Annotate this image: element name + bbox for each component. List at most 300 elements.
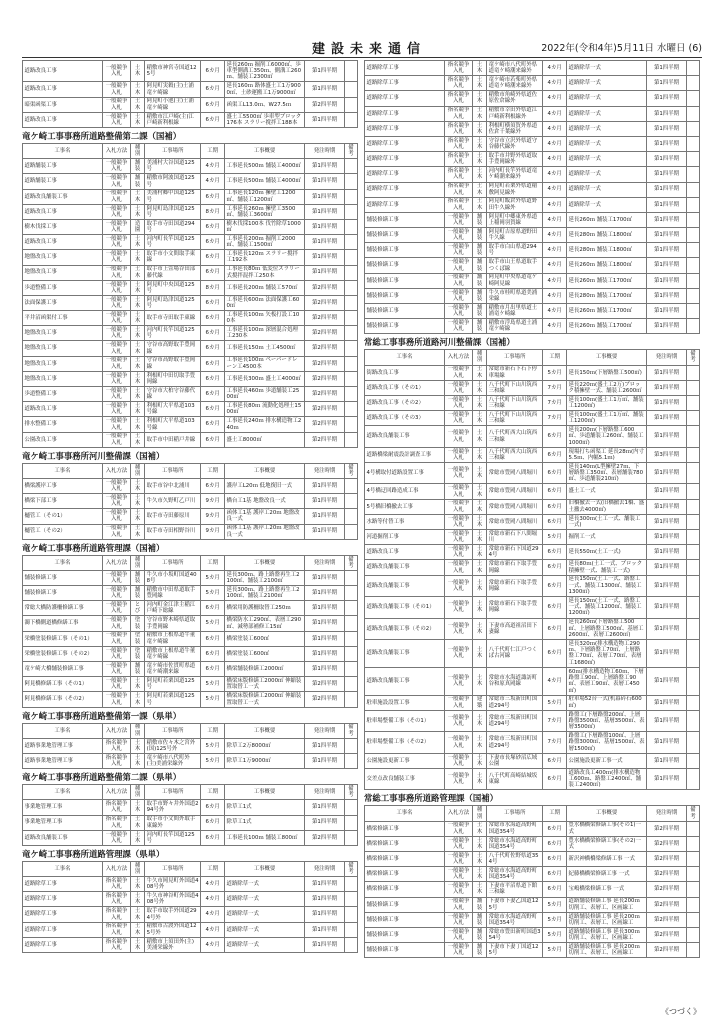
work-type-cell: 土木 bbox=[473, 197, 487, 212]
remarks-cell bbox=[344, 189, 357, 204]
work-name-cell: 道路除草工事 bbox=[23, 922, 103, 937]
bid-method-cell: 指名競争入札 bbox=[102, 800, 130, 815]
work-site-cell: 守谷市立沢外県道守谷藤代線外 bbox=[487, 136, 543, 151]
work-name-cell: 地盤改良工事 bbox=[23, 341, 103, 356]
order-period-cell: 第2四半期 bbox=[647, 836, 687, 851]
bid-method-cell: 一般競争入札 bbox=[444, 640, 472, 668]
work-outline-cell: 工事延長600ｍ 法面保護工600㎡ bbox=[225, 295, 305, 310]
order-period-cell: 第1四半期 bbox=[305, 112, 345, 127]
work-outline-cell: 除草工1式 bbox=[225, 800, 305, 815]
table-row bbox=[23, 662, 358, 677]
order-period-cell: 第1四半期 bbox=[647, 753, 687, 768]
work-name-cell: 舗装修繕工事 bbox=[365, 258, 445, 273]
work-name-cell: 道路改良舗装工事 bbox=[365, 667, 445, 695]
work-period-cell: 6カ月 bbox=[201, 311, 225, 326]
work-name-cell: 道路除草工事 bbox=[365, 167, 445, 182]
work-type-cell: 土木 bbox=[473, 882, 487, 897]
order-period-cell: 第2四半期 bbox=[305, 432, 345, 447]
table-row bbox=[365, 91, 700, 106]
work-type-cell: 舗装 bbox=[473, 319, 487, 334]
work-outline-cell: 橋台工1基 地盤改良一式 bbox=[225, 494, 305, 509]
order-period-cell: 第1四半期 bbox=[647, 319, 687, 334]
remarks-cell bbox=[686, 76, 699, 91]
column-header-work-outline: 工事概要 bbox=[225, 463, 305, 478]
remarks-cell bbox=[344, 586, 357, 601]
work-outline-cell: 延長260ｍ 舗装工1700㎡ bbox=[567, 319, 647, 334]
work-site-cell: 常総市豊岡八間堀川 bbox=[487, 484, 543, 499]
work-site-cell: 牛久市桂町県道美浦栄線 bbox=[487, 288, 543, 303]
order-period-cell: 第1四半期 bbox=[305, 631, 345, 646]
remarks-cell bbox=[344, 280, 357, 295]
bid-table bbox=[22, 60, 358, 128]
work-site-cell: 河内町長竿国道125号 bbox=[145, 830, 201, 845]
work-name-cell: 道路改良工事（その2） bbox=[365, 395, 445, 410]
work-period-cell: 6カ月 bbox=[543, 640, 567, 668]
bid-method-cell: 一般競争入札 bbox=[444, 943, 472, 958]
order-period-cell: 第1四半期 bbox=[647, 530, 687, 545]
work-site-cell: 守谷市高野取手豊岡線 bbox=[145, 341, 201, 356]
work-outline-cell: 豊水橋橋梁修繕工事(その2)一式 bbox=[567, 836, 647, 851]
work-name-cell: 4号橋迂回路造成工事 bbox=[365, 484, 445, 499]
column-header-work-outline: 工事概要 bbox=[567, 350, 647, 365]
section-title: 竜ケ崎工事事務所道路整備第一課（県単） bbox=[22, 710, 182, 721]
work-outline-cell: 延長140ｍ(L型擁壁27ｍ、下層路盤工350㎡、表層舗装780㎡、歩道舗装210㎡) bbox=[567, 462, 647, 483]
order-period-cell: 第1四半期 bbox=[305, 907, 345, 922]
work-period-cell: 8カ月 bbox=[201, 204, 225, 219]
work-site-cell: 常総市三坂新田町国道294号 bbox=[487, 710, 543, 731]
remarks-cell bbox=[686, 560, 699, 575]
remarks-cell bbox=[344, 265, 357, 280]
table-row bbox=[365, 852, 700, 867]
work-outline-cell: 工事延長100ｍ 矢板打設工100本 bbox=[225, 311, 305, 326]
work-period-cell: 6カ月 bbox=[543, 447, 567, 462]
work-type-cell: 土木 bbox=[473, 499, 487, 514]
work-name-cell: 舗装修繕工事 bbox=[23, 586, 103, 601]
remarks-cell bbox=[344, 631, 357, 646]
table-row bbox=[23, 830, 358, 845]
work-type-cell: 舗装 bbox=[131, 174, 145, 189]
work-type-cell: 土木 bbox=[131, 235, 145, 250]
remarks-cell bbox=[686, 304, 699, 319]
remarks-cell bbox=[344, 524, 357, 539]
work-outline-cell: 道路除草一式 bbox=[225, 907, 305, 922]
work-period-cell: 6カ月 bbox=[201, 112, 225, 127]
work-site-cell: 稲敷市阿波国道125号 bbox=[145, 174, 201, 189]
work-site-cell: 取手市寺田取手東線 bbox=[145, 311, 201, 326]
remarks-cell bbox=[686, 395, 699, 410]
work-period-cell: 4カ月 bbox=[543, 76, 567, 91]
remarks-cell bbox=[344, 646, 357, 661]
work-type-cell: 舗装 bbox=[131, 570, 145, 585]
work-period-cell: 6カ月 bbox=[201, 219, 225, 234]
work-type-cell: 土木 bbox=[131, 922, 145, 937]
bid-table bbox=[22, 784, 358, 846]
work-outline-cell: 道路舗装修繕工事 延長200ｍ 切削工、表層工、区画線工 bbox=[567, 943, 647, 958]
order-period-cell: 第2四半期 bbox=[647, 852, 687, 867]
work-site-cell: 利根町中田切取手豊岡線 bbox=[145, 371, 201, 386]
work-period-cell: 6カ月 bbox=[543, 821, 567, 836]
table-row bbox=[23, 815, 358, 830]
work-outline-cell: 延長100ｍ(盛土工1万㎥、舗装工1200㎡) bbox=[567, 395, 647, 410]
table-row bbox=[23, 494, 358, 509]
work-outline-cell: 道路除草一式 bbox=[567, 91, 647, 106]
table-row bbox=[23, 265, 358, 280]
work-outline-cell: 延長550ｍ(土工一式) bbox=[567, 545, 647, 560]
work-site-cell: 常総市新石下八間堀川 bbox=[487, 530, 543, 545]
work-type-cell: 土木 bbox=[131, 753, 145, 768]
work-site-cell: 下妻市下妻丁国道125号 bbox=[487, 943, 543, 958]
work-outline-cell: 工事延長460ｍ 歩道舗装工2500㎡ bbox=[225, 387, 305, 402]
work-outline-cell: 道路舗装修繕工事 延長200ｍ 切削工、表層工、区画線工 bbox=[567, 897, 647, 912]
work-outline-cell: 道路除草一式 bbox=[567, 182, 647, 197]
continued-note: 《つづく》 bbox=[661, 1007, 701, 1016]
order-period-cell: 第1四半期 bbox=[305, 174, 345, 189]
section-title: 常総工事事務所道路河川整備課（国補） bbox=[364, 337, 515, 348]
table-row bbox=[365, 484, 700, 499]
work-name-cell: 法面保護工事 bbox=[23, 295, 103, 310]
table-row bbox=[23, 371, 358, 386]
order-period-cell: 第2四半期 bbox=[647, 882, 687, 897]
work-period-cell: 6カ月 bbox=[543, 618, 567, 639]
work-site-cell: 稲敷市佐々木之宮外(国)125号外 bbox=[145, 738, 201, 753]
work-type-cell: 土木 bbox=[131, 371, 145, 386]
order-period-cell: 第2四半期 bbox=[305, 97, 345, 112]
column-header-order-period: 発注時期 bbox=[647, 350, 687, 365]
column-header-work-outline: 工事概要 bbox=[225, 555, 305, 570]
column-header-work-outline: 工事概要 bbox=[225, 861, 305, 876]
bid-method-cell: 一般競争入札 bbox=[102, 631, 130, 646]
remarks-cell bbox=[686, 927, 699, 942]
work-period-cell: 6カ月 bbox=[201, 432, 225, 447]
work-type-cell: 土木 bbox=[473, 152, 487, 167]
work-name-cell: 道路改良工事 bbox=[23, 402, 103, 417]
column-header-work-site: 工事場所 bbox=[487, 350, 543, 365]
bid-table bbox=[364, 349, 700, 790]
work-name-cell: 橋梁修繕工事 bbox=[365, 836, 445, 851]
column-header-bid-method: 入札方法 bbox=[102, 555, 130, 570]
order-period-cell: 第1四半期 bbox=[647, 768, 687, 789]
order-period-cell: 第2四半期 bbox=[305, 280, 345, 295]
order-period-cell: 第2四半期 bbox=[305, 387, 345, 402]
work-site-cell: 阿見町若栗国道125号 bbox=[145, 692, 201, 707]
work-name-cell: 排水整備工事 bbox=[23, 417, 103, 432]
bid-method-cell: 一般競争入札 bbox=[102, 174, 130, 189]
work-type-cell: 塗装 bbox=[131, 646, 145, 661]
table-row bbox=[23, 341, 358, 356]
work-period-cell: 8カ月 bbox=[201, 280, 225, 295]
work-name-cell: 地盤改良工事 bbox=[23, 265, 103, 280]
table-row bbox=[365, 560, 700, 575]
order-period-cell: 第1四半期 bbox=[647, 91, 687, 106]
work-outline-cell: 道路除草一式 bbox=[567, 106, 647, 121]
bid-method-cell: 一般競争入札 bbox=[444, 545, 472, 560]
work-outline-cell: 道路除草一式 bbox=[567, 152, 647, 167]
work-outline-cell: 延長280ｍ 舗装工1800㎡ bbox=[567, 228, 647, 243]
work-name-cell: 地盤改良工事 bbox=[23, 356, 103, 371]
table-row bbox=[365, 426, 700, 447]
work-period-cell: 6カ月 bbox=[543, 462, 567, 483]
work-period-cell: 4カ月 bbox=[543, 136, 567, 151]
work-site-cell: 稲敷市江戸崎(主)江戸崎新利根線 bbox=[145, 112, 201, 127]
work-type-cell: 塗装 bbox=[131, 631, 145, 646]
table-header-row bbox=[365, 806, 700, 821]
work-type-cell: 土木 bbox=[131, 494, 145, 509]
work-outline-cell: 工事延長100ｍ 舗装工800㎡ bbox=[225, 830, 305, 845]
left-column bbox=[22, 60, 358, 953]
column-header-work-type: 種別 bbox=[131, 555, 145, 570]
column-header-remarks: 備考 bbox=[686, 350, 699, 365]
work-period-cell: 6カ月 bbox=[201, 82, 225, 97]
table-row bbox=[365, 732, 700, 753]
order-period-cell: 第3四半期 bbox=[647, 447, 687, 462]
work-type-cell: 土木 bbox=[473, 91, 487, 106]
work-name-cell: 地盤改良工事 bbox=[23, 250, 103, 265]
work-name-cell: 駐車場整備工事（その1） bbox=[365, 710, 445, 731]
work-outline-cell: 橋梁用防護柵取替工250ｍ bbox=[225, 601, 305, 616]
work-type-cell: 舗装 bbox=[473, 243, 487, 258]
table-row bbox=[365, 197, 700, 212]
remarks-cell bbox=[344, 311, 357, 326]
work-site-cell: 取手市井野外県道取手豊岡線外 bbox=[487, 152, 543, 167]
order-period-cell: 第2四半期 bbox=[305, 677, 345, 692]
remarks-cell bbox=[344, 219, 357, 234]
work-outline-cell: 道路除草一式 bbox=[225, 922, 305, 937]
work-type-cell: 舗装 bbox=[473, 288, 487, 303]
table-row bbox=[23, 601, 358, 616]
remarks-cell bbox=[344, 97, 357, 112]
work-type-cell: 土木 bbox=[473, 545, 487, 560]
work-outline-cell: 道路除草一式 bbox=[567, 121, 647, 136]
work-name-cell: 橋梁修繕工事 bbox=[365, 852, 445, 867]
work-period-cell: 5カ月 bbox=[543, 365, 567, 380]
work-site-cell: 稲敷市中田県道取手豊岡線 bbox=[145, 586, 201, 601]
bid-method-cell: 一般競争入札 bbox=[102, 662, 130, 677]
work-outline-cell: 道路除草一式 bbox=[567, 167, 647, 182]
work-site-cell: 常総市三坂新田町国道294号 bbox=[487, 732, 543, 753]
work-name-cell: 舗装修繕工事 bbox=[365, 943, 445, 958]
table-row bbox=[23, 586, 358, 601]
remarks-cell bbox=[686, 136, 699, 151]
bid-method-cell: 指名競争入札 bbox=[444, 61, 472, 76]
work-type-cell: 土木 bbox=[131, 311, 145, 326]
work-name-cell: 公園改良工事 bbox=[23, 432, 103, 447]
work-outline-cell: 函体工1基 護岸工20ｍ 地盤改良一式 bbox=[225, 509, 305, 524]
work-name-cell: 事業地管理工事 bbox=[23, 800, 103, 815]
work-name-cell: 道路改良舗装工事（その2） bbox=[365, 618, 445, 639]
work-type-cell: 土木 bbox=[473, 618, 487, 639]
bid-method-cell: 一般競争入札 bbox=[444, 273, 472, 288]
work-type-cell: 土木 bbox=[131, 692, 145, 707]
work-period-cell: 6カ月 bbox=[201, 341, 225, 356]
order-period-cell: 第1四半期 bbox=[647, 484, 687, 499]
work-outline-cell: 樹木伐採100本 伐竹除草1000㎡ bbox=[225, 219, 305, 234]
bid-method-cell: 指名競争入札 bbox=[444, 152, 472, 167]
table-row bbox=[365, 258, 700, 273]
order-period-cell: 第1四半期 bbox=[647, 426, 687, 447]
bid-table bbox=[364, 60, 700, 334]
remarks-cell bbox=[686, 852, 699, 867]
work-outline-cell: 盛土工5500㎥ 歩車型ブロック176本 スラリー撹拌工188本 bbox=[225, 112, 305, 127]
order-period-cell: 第1四半期 bbox=[647, 560, 687, 575]
work-name-cell: 樹木伐採工事 bbox=[23, 219, 103, 234]
remarks-cell bbox=[686, 667, 699, 695]
order-period-cell: 第1四半期 bbox=[305, 478, 345, 493]
remarks-cell bbox=[344, 830, 357, 845]
work-name-cell: 舗装修繕工事 bbox=[365, 243, 445, 258]
work-type-cell: 造園 bbox=[131, 219, 145, 234]
work-site-cell: 八千代町仁江戸つくば古河線 bbox=[487, 640, 543, 668]
column-header-bid-method: 入札方法 bbox=[102, 785, 130, 800]
bid-method-cell: 一般競争入札 bbox=[444, 575, 472, 596]
work-name-cell: 道路改良工事 bbox=[23, 204, 103, 219]
work-type-cell: 土木 bbox=[473, 182, 487, 197]
work-period-cell: 4カ月 bbox=[201, 159, 225, 174]
work-site-cell: 牛久市神谷町外国道408号外 bbox=[145, 892, 201, 907]
remarks-cell bbox=[686, 732, 699, 753]
work-site-cell: 取手市山王県道取手つくば線 bbox=[487, 258, 543, 273]
order-period-cell: 第1四半期 bbox=[647, 243, 687, 258]
table-row bbox=[23, 387, 358, 402]
work-name-cell: 樋管工（その1） bbox=[23, 509, 103, 524]
bid-method-cell: 一般競争入札 bbox=[444, 411, 472, 426]
order-period-cell: 第1四半期 bbox=[305, 204, 345, 219]
work-period-cell: 5カ月 bbox=[201, 753, 225, 768]
order-period-cell: 第1四半期 bbox=[305, 159, 345, 174]
work-type-cell: 土木 bbox=[473, 365, 487, 380]
order-period-cell: 第2四半期 bbox=[647, 943, 687, 958]
work-name-cell: 5号橋旧橋撤去工事 bbox=[365, 499, 445, 514]
column-header-order-period: 発注時期 bbox=[305, 463, 345, 478]
table-row bbox=[365, 943, 700, 958]
work-period-cell: 6カ月 bbox=[201, 265, 225, 280]
column-header-work-site: 工事場所 bbox=[145, 144, 201, 159]
work-outline-cell: 工事延長100ｍ ペーパードレーン工4500本 bbox=[225, 356, 305, 371]
table-row bbox=[365, 462, 700, 483]
work-name-cell: 阿見橋修繕工事（その1） bbox=[23, 677, 103, 692]
table-row bbox=[365, 243, 700, 258]
work-period-cell: 6カ月 bbox=[201, 326, 225, 341]
work-period-cell: 6カ月 bbox=[543, 882, 567, 897]
remarks-cell bbox=[344, 692, 357, 707]
work-name-cell: 道路改良工事 bbox=[23, 61, 103, 82]
work-type-cell: 土木 bbox=[473, 76, 487, 91]
work-period-cell: 6カ月 bbox=[201, 97, 225, 112]
work-site-cell: 阿見町小池(主)土浦竜ケ崎線 bbox=[145, 97, 201, 112]
order-period-cell: 第1四半期 bbox=[647, 640, 687, 668]
bid-method-cell: 一般競争入札 bbox=[444, 753, 472, 768]
work-period-cell: 9カ月 bbox=[201, 494, 225, 509]
work-site-cell: 守谷市高野取手豊岡線 bbox=[145, 356, 201, 371]
bid-method-cell: 指名競争入札 bbox=[102, 877, 130, 892]
work-name-cell: 道路除草工事 bbox=[365, 121, 445, 136]
work-period-cell: 6カ月 bbox=[201, 601, 225, 616]
order-period-cell: 第1四半期 bbox=[305, 61, 345, 82]
work-outline-cell: 工事延長80ｍ 低変位スラリー式撹拌混拌工250本 bbox=[225, 265, 305, 280]
work-name-cell: 舗装修繕工事 bbox=[365, 273, 445, 288]
work-site-cell: 美浦村大谷国道125号 bbox=[145, 159, 201, 174]
remarks-cell bbox=[686, 182, 699, 197]
work-type-cell: 舗装 bbox=[131, 662, 145, 677]
column-header-work-period: 工期 bbox=[201, 723, 225, 738]
newspaper-title: 建設未来通信 bbox=[312, 42, 427, 57]
bid-method-cell: 指名競争入札 bbox=[444, 91, 472, 106]
work-outline-cell: 延長300ｍ(土工一式、舗装工一式) bbox=[567, 514, 647, 529]
bid-method-cell: 一般競争入札 bbox=[444, 426, 472, 447]
work-period-cell: 6カ月 bbox=[201, 402, 225, 417]
work-period-cell: 4カ月 bbox=[201, 937, 225, 952]
work-site-cell: 下妻市高道祖沼田下妻線 bbox=[487, 618, 543, 639]
work-outline-cell: 函渠工L13.0ｍ、W27.5ｍ bbox=[225, 97, 305, 112]
work-type-cell: 土木 bbox=[473, 121, 487, 136]
work-name-cell: 地盤改良工事 bbox=[23, 326, 103, 341]
bid-method-cell: 一般競争入札 bbox=[444, 514, 472, 529]
table-header-row bbox=[365, 350, 700, 365]
table-row bbox=[365, 152, 700, 167]
bid-method-cell: 指名競争入札 bbox=[102, 907, 130, 922]
work-site-cell: 常総市新石下取手豊岡線 bbox=[487, 575, 543, 596]
work-period-cell: 6カ月 bbox=[543, 426, 567, 447]
order-period-cell: 第1四半期 bbox=[305, 601, 345, 616]
work-type-cell: 土木 bbox=[131, 280, 145, 295]
column-header-work-period: 工期 bbox=[201, 463, 225, 478]
bid-method-cell: 一般競争入札 bbox=[444, 499, 472, 514]
bid-method-cell: 一般競争入札 bbox=[102, 235, 130, 250]
work-site-cell: 常総市水海道高野町国道354号 bbox=[487, 821, 543, 836]
order-period-cell: 第2四半期 bbox=[647, 927, 687, 942]
work-type-cell: 舗装 bbox=[473, 943, 487, 958]
table-row bbox=[365, 667, 700, 695]
bid-method-cell: 一般競争入札 bbox=[444, 530, 472, 545]
work-type-cell: 土木 bbox=[473, 753, 487, 768]
work-period-cell: 6カ月 bbox=[201, 295, 225, 310]
work-site-cell: 常総市豊岡八間堀川 bbox=[487, 514, 543, 529]
work-site-cell: 八千代町下山川筑西三和線 bbox=[487, 395, 543, 410]
remarks-cell bbox=[686, 912, 699, 927]
work-period-cell: 4カ月 bbox=[543, 319, 567, 334]
work-site-cell: 河内町長竿国道125号 bbox=[145, 326, 201, 341]
bid-method-cell: 一般競争入札 bbox=[102, 677, 130, 692]
column-header-work-period: 工期 bbox=[201, 861, 225, 876]
order-period-cell: 第1四半期 bbox=[305, 265, 345, 280]
order-period-cell: 第1四半期 bbox=[647, 732, 687, 753]
work-outline-cell: 盛土工8000㎥ bbox=[225, 432, 305, 447]
work-type-cell: 土木 bbox=[131, 937, 145, 952]
remarks-cell bbox=[344, 937, 357, 952]
order-period-cell: 第1四半期 bbox=[647, 597, 687, 618]
work-type-cell: 土木 bbox=[473, 530, 487, 545]
work-period-cell: 4カ月 bbox=[543, 273, 567, 288]
work-name-cell: 舗装修繕工事 bbox=[365, 897, 445, 912]
bid-method-cell: 一般競争入札 bbox=[444, 447, 472, 462]
work-type-cell: 舗装 bbox=[473, 258, 487, 273]
work-period-cell: 5カ月 bbox=[201, 738, 225, 753]
remarks-cell bbox=[344, 478, 357, 493]
bid-method-cell: 一般競争入札 bbox=[444, 695, 472, 710]
work-type-cell: 建築 bbox=[473, 695, 487, 710]
bid-method-cell: 一般競争入札 bbox=[102, 417, 130, 432]
table-row bbox=[365, 821, 700, 836]
table-row bbox=[365, 753, 700, 768]
table-row bbox=[365, 61, 700, 76]
work-period-cell: 6カ月 bbox=[543, 575, 567, 596]
work-type-cell: 土木 bbox=[131, 204, 145, 219]
work-outline-cell: 除草工1万9000㎡ bbox=[225, 753, 305, 768]
table-header-row bbox=[23, 785, 358, 800]
work-outline-cell: 橋梁舗装修繕工2000㎡ bbox=[225, 662, 305, 677]
remarks-cell bbox=[686, 243, 699, 258]
remarks-cell bbox=[686, 319, 699, 334]
work-period-cell: 5カ月 bbox=[543, 530, 567, 545]
